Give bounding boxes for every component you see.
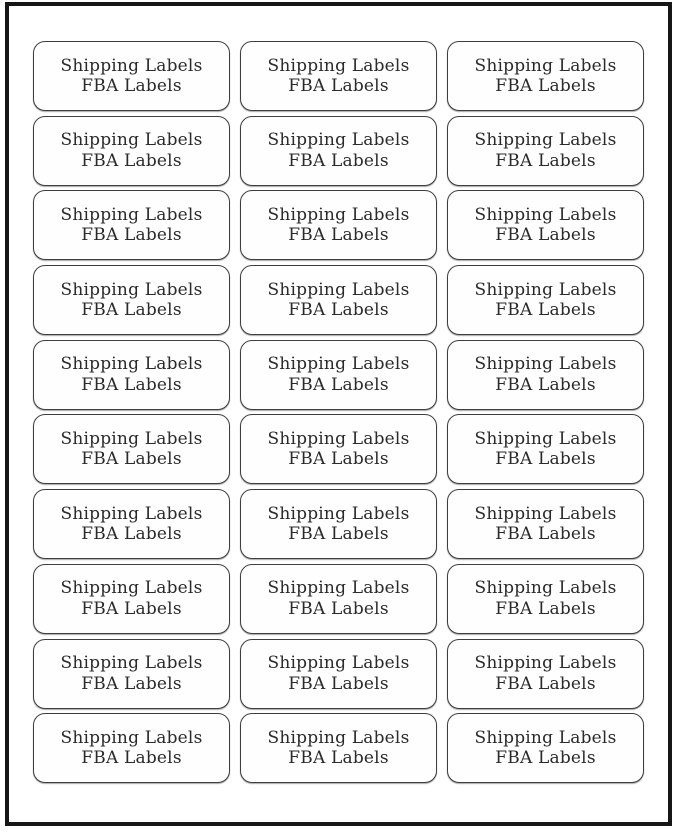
- label-line-1: Shipping Labels: [267, 354, 410, 375]
- label-line-1: Shipping Labels: [267, 279, 410, 300]
- label-line-2: FBA Labels: [81, 449, 182, 470]
- label-line-1: Shipping Labels: [60, 279, 203, 300]
- label-line-2: FBA Labels: [81, 150, 182, 171]
- label-line-1: Shipping Labels: [267, 653, 410, 673]
- label-line-2: FBA Labels: [81, 524, 182, 545]
- label-line-2: FBA Labels: [288, 300, 389, 321]
- label-line-2: FBA Labels: [81, 673, 182, 694]
- label-line-1: Shipping Labels: [474, 653, 617, 673]
- label-line-1: Shipping Labels: [267, 503, 410, 524]
- shipping-label: [240, 190, 437, 260]
- label-line-1: Shipping Labels: [60, 55, 203, 76]
- label-line-2: FBA Labels: [495, 374, 596, 395]
- label-line-2: FBA Labels: [495, 748, 596, 769]
- label-line-1: Shipping Labels: [267, 130, 410, 151]
- shipping-label: [240, 489, 437, 559]
- shipping-label: [33, 41, 230, 111]
- label-line-1: Shipping Labels: [474, 204, 617, 225]
- label-line-1: Shipping Labels: [474, 130, 617, 151]
- label-line-1: Shipping Labels: [60, 727, 203, 748]
- shipping-label: [447, 265, 644, 335]
- shipping-label: [447, 639, 644, 709]
- shipping-label: [240, 639, 437, 709]
- label-line-1: Shipping Labels: [267, 727, 410, 748]
- shipping-label: [240, 414, 437, 484]
- label-line-2: FBA Labels: [495, 300, 596, 321]
- shipping-label: [240, 116, 437, 186]
- shipping-label: [240, 713, 437, 783]
- shipping-label: [447, 116, 644, 186]
- shipping-label: [240, 41, 437, 111]
- label-line-1: Shipping Labels: [60, 578, 203, 599]
- shipping-label: [447, 190, 644, 260]
- label-line-2: FBA Labels: [495, 449, 596, 470]
- label-line-2: FBA Labels: [81, 748, 182, 769]
- label-line-2: FBA Labels: [288, 524, 389, 545]
- shipping-label: [447, 489, 644, 559]
- label-sheet-page: [5, 2, 672, 826]
- label-line-2: FBA Labels: [495, 524, 596, 545]
- label-line-1: Shipping Labels: [474, 55, 617, 76]
- shipping-label: [33, 489, 230, 559]
- label-line-1: Shipping Labels: [474, 354, 617, 375]
- label-line-1: Shipping Labels: [474, 503, 617, 524]
- shipping-label: [447, 340, 644, 410]
- shipping-label: [447, 414, 644, 484]
- label-line-2: FBA Labels: [495, 76, 596, 96]
- label-line-2: FBA Labels: [495, 150, 596, 171]
- label-line-2: FBA Labels: [288, 598, 389, 619]
- shipping-label: [33, 190, 230, 260]
- label-line-2: FBA Labels: [495, 225, 596, 246]
- label-line-1: Shipping Labels: [60, 653, 203, 673]
- label-line-2: FBA Labels: [288, 374, 389, 395]
- shipping-label: [33, 414, 230, 484]
- label-line-2: FBA Labels: [288, 673, 389, 694]
- label-line-2: FBA Labels: [81, 374, 182, 395]
- label-line-2: FBA Labels: [81, 300, 182, 321]
- label-line-1: Shipping Labels: [267, 578, 410, 599]
- label-line-1: Shipping Labels: [267, 55, 410, 76]
- shipping-label: [33, 564, 230, 634]
- shipping-label: [447, 564, 644, 634]
- label-line-2: FBA Labels: [81, 76, 182, 96]
- label-line-2: FBA Labels: [288, 449, 389, 470]
- label-line-2: FBA Labels: [288, 76, 389, 96]
- shipping-label: [240, 265, 437, 335]
- label-line-1: Shipping Labels: [474, 428, 617, 449]
- shipping-label: [240, 340, 437, 410]
- label-line-1: Shipping Labels: [267, 204, 410, 225]
- label-grid: [33, 41, 644, 783]
- shipping-label: [33, 265, 230, 335]
- shipping-label: [33, 639, 230, 709]
- shipping-label: [447, 41, 644, 111]
- label-line-1: Shipping Labels: [60, 130, 203, 151]
- shipping-label: [33, 340, 230, 410]
- label-line-2: FBA Labels: [81, 598, 182, 619]
- shipping-label: [33, 116, 230, 186]
- label-line-1: Shipping Labels: [60, 428, 203, 449]
- label-line-2: FBA Labels: [288, 150, 389, 171]
- label-line-2: FBA Labels: [288, 225, 389, 246]
- label-line-1: Shipping Labels: [60, 503, 203, 524]
- label-line-1: Shipping Labels: [474, 578, 617, 599]
- label-line-1: Shipping Labels: [60, 354, 203, 375]
- label-line-2: FBA Labels: [495, 598, 596, 619]
- label-line-1: Shipping Labels: [267, 428, 410, 449]
- label-line-1: Shipping Labels: [474, 279, 617, 300]
- shipping-label: [240, 564, 437, 634]
- shipping-label: [33, 713, 230, 783]
- label-line-2: FBA Labels: [288, 748, 389, 769]
- label-line-2: FBA Labels: [495, 673, 596, 694]
- label-line-1: Shipping Labels: [60, 204, 203, 225]
- label-line-2: FBA Labels: [81, 225, 182, 246]
- shipping-label: [447, 713, 644, 783]
- label-line-1: Shipping Labels: [474, 727, 617, 748]
